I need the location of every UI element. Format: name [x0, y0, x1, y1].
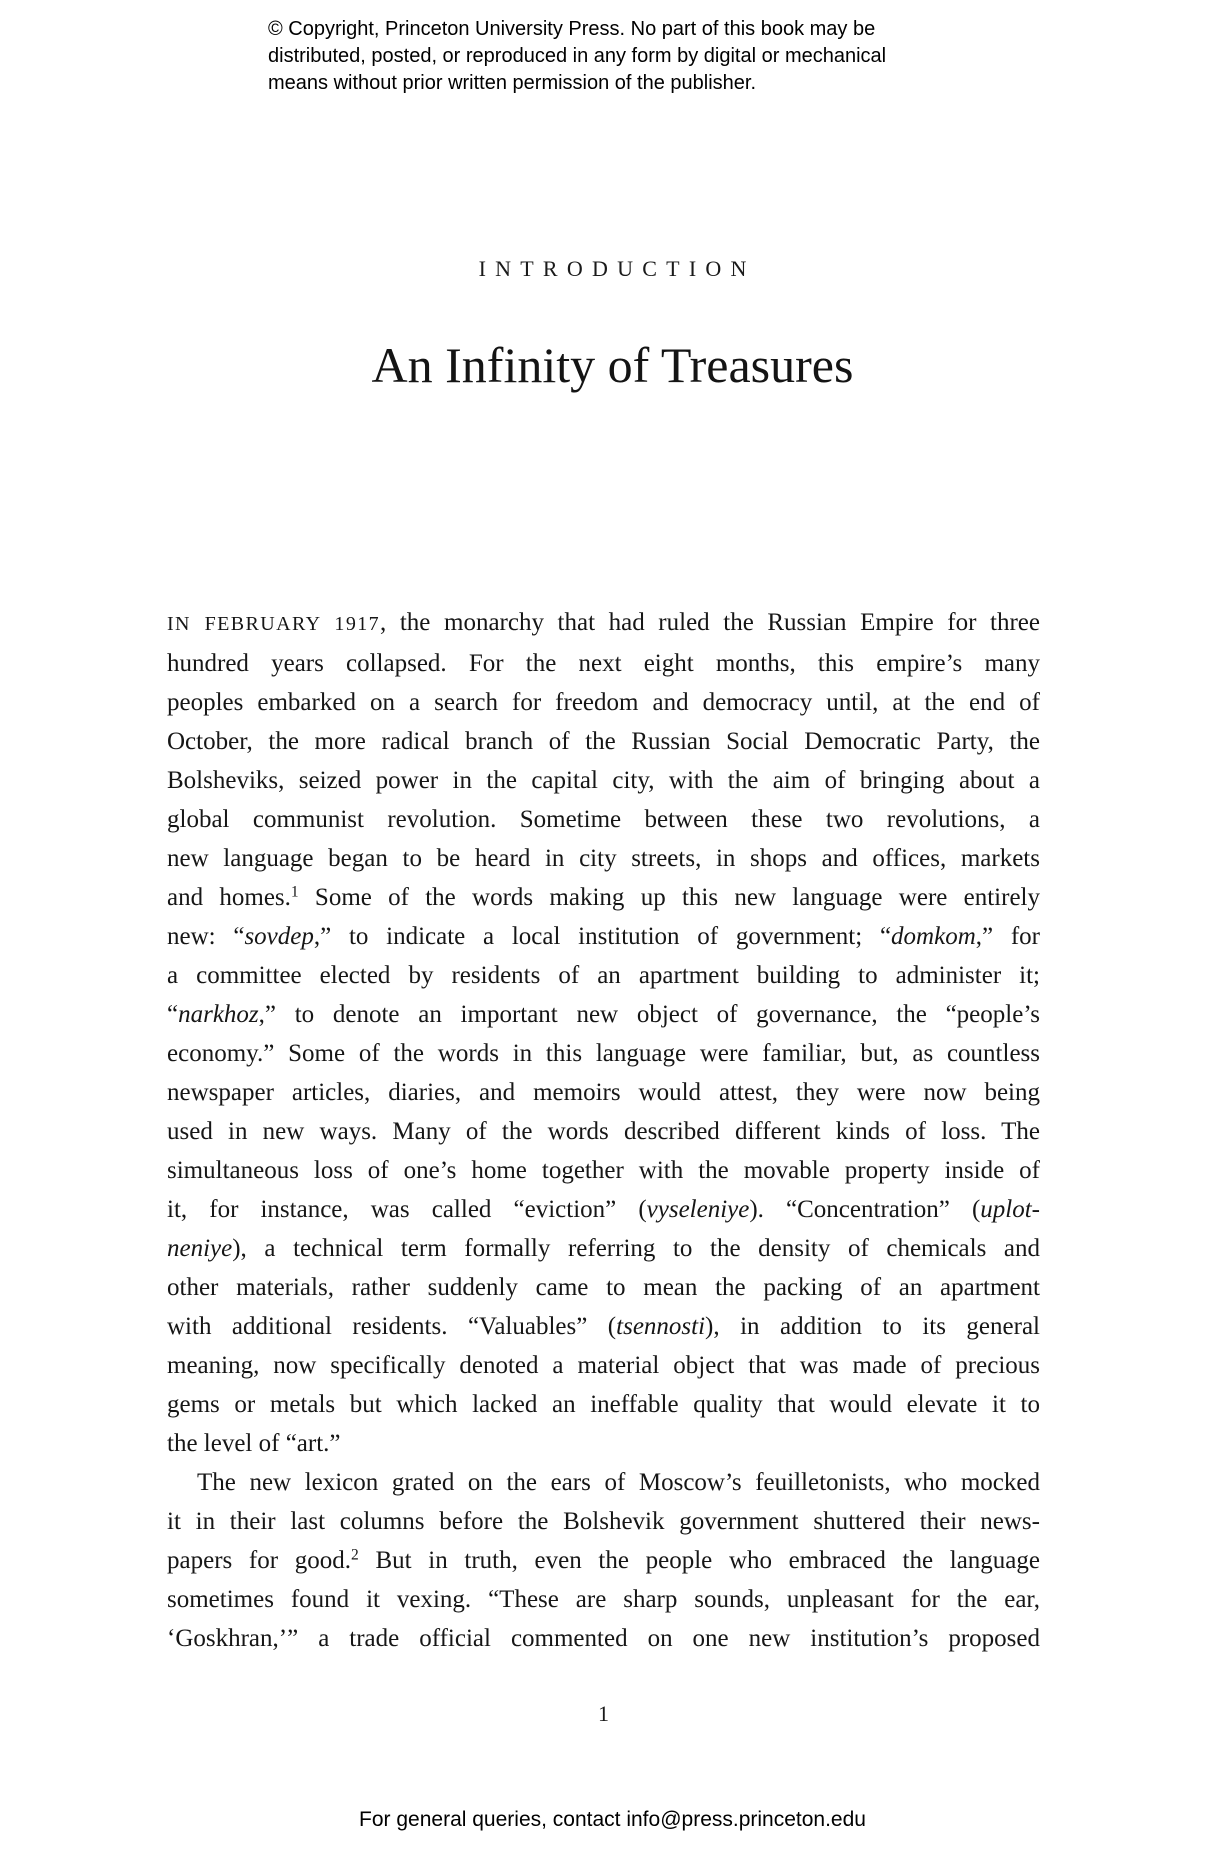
text-line [167, 1619, 1040, 1658]
text-line [167, 1151, 1040, 1190]
text-segment: simultaneous loss of one’s home together with the movable property inside of [167, 1157, 1040, 1184]
text-segment: ), a technical term formally referring to the density of chemicals and [232, 1235, 1040, 1262]
text-segment: ), in addition to its general [705, 1313, 1040, 1340]
text-line [167, 1307, 1040, 1346]
section-label: INTRODUCTION [478, 256, 756, 281]
text-line [167, 1073, 1040, 1112]
text-line [167, 683, 1040, 722]
footer-contact-line: For general queries, contact info@press.princeton.edu [359, 1808, 866, 1831]
text-line [167, 800, 1040, 839]
para-1 [167, 603, 1040, 1463]
text-segment: , the monarchy that had ruled the Russian Empire for three [380, 609, 1040, 636]
text-segment: But in truth, even the people who embraced the language [358, 1547, 1040, 1574]
text-segment: domkom [891, 923, 976, 950]
text-segment: used in new ways. Many of the words described different kinds of loss. The [167, 1118, 1040, 1145]
text-line [167, 1541, 1040, 1580]
text-segment: the level of “art.” [167, 1430, 341, 1457]
text-segment: it in their last columns before the Bolshevik government shuttered their news- [167, 1508, 1040, 1535]
text-segment: narkhoz [178, 1001, 259, 1028]
text-line [167, 644, 1040, 683]
text-segment: neniye [167, 1235, 233, 1262]
text-segment: “ [167, 1001, 179, 1028]
text-segment: ,” to indicate a local institution of government; “ [313, 923, 892, 950]
text-line [167, 995, 1040, 1034]
text-segment: new language began to be heard in city streets, in shops and offices, markets [167, 845, 1040, 872]
text-line [167, 1034, 1040, 1073]
text-segment: global communist revolution. Sometime between these two revolutions, a [167, 806, 1040, 833]
text-line [167, 1580, 1040, 1619]
text-segment: hundred years collapsed. For the next eight months, this empire’s many [167, 650, 1040, 677]
footnote-ref: 2 [351, 1546, 359, 1564]
text-segment: peoples embarked on a search for freedom and democracy until, at the end of [167, 689, 1040, 716]
text-segment: ,” for [975, 923, 1040, 950]
text-segment: ‘Goskhran,’” a trade official commented on one new institution’s proposed [167, 1625, 1040, 1652]
copyright-line: distributed, posted, or reproduced in any form by digital or mechanical [268, 45, 887, 67]
text-segment: Some of the words making up this new language were entirely [298, 884, 1040, 911]
text-line [167, 1463, 1040, 1502]
text-line [167, 722, 1040, 761]
text-segment: ). “Concentration” ( [749, 1196, 981, 1223]
text-line [167, 1229, 1040, 1268]
text-segment: it, for instance, was called “eviction” ( [167, 1196, 647, 1223]
text-line [167, 1190, 1040, 1229]
text-segment: a committee elected by residents of an apartment building to administer it; [167, 962, 1040, 989]
text-segment: other materials, rather suddenly came to mean the packing of an apartment [167, 1274, 1040, 1301]
text-line [167, 761, 1040, 800]
text-segment: economy.” Some of the words in this language were familiar, but, as countless [167, 1040, 1040, 1067]
text-segment: and homes. [167, 884, 291, 911]
text-segment: newspaper articles, diaries, and memoirs would attest, they were now being [167, 1079, 1040, 1106]
page-number: 1 [598, 1701, 609, 1726]
text-line [167, 1385, 1040, 1424]
text-segment: uplot- [980, 1196, 1040, 1223]
text-line [167, 1424, 1040, 1463]
text-segment: papers for good. [167, 1547, 352, 1574]
text-line [167, 1346, 1040, 1385]
text-line [167, 1268, 1040, 1307]
text-line [167, 1502, 1040, 1541]
text-line [167, 917, 1040, 956]
text-line [167, 878, 1040, 917]
text-segment: tsennosti [616, 1313, 706, 1340]
text-line [167, 956, 1040, 995]
text-segment: meaning, now specifically denoted a material object that was made of precious [167, 1352, 1040, 1379]
text-segment: gems or metals but which lacked an ineffable quality that would elevate it to [167, 1391, 1040, 1418]
copyright-line: © Copyright, Princeton University Press. No part of this book may be [268, 18, 876, 40]
copyright-notice [268, 16, 968, 97]
text-line [167, 603, 1040, 644]
text-segment: IN FEBRUARY 1917 [167, 613, 381, 635]
text-segment: October, the more radical branch of the Russian Social Democratic Party, the [167, 728, 1040, 755]
footnote-ref: 1 [290, 883, 299, 901]
copyright-line: means without prior written permission of the publisher. [268, 72, 757, 94]
para-2 [167, 1463, 1040, 1658]
chapter-title: An Infinity of Treasures [371, 337, 854, 393]
text-segment: ,” to denote an important new object of governance, the “people’s [258, 1001, 1040, 1028]
text-segment: new: “ [167, 923, 245, 950]
text-segment: sovdep [244, 923, 314, 950]
text-segment: sometimes found it vexing. “These are sharp sounds, unpleasant for the ear, [167, 1586, 1040, 1613]
text-segment: with additional residents. “Valuables” ( [167, 1313, 617, 1340]
body-text [167, 603, 1040, 1658]
text-line [167, 1112, 1040, 1151]
text-line [167, 839, 1040, 878]
text-segment: vyseleniye [646, 1196, 750, 1223]
text-segment: Bolsheviks, seized power in the capital city, with the aim of bringing about a [167, 767, 1040, 794]
text-segment: The new lexicon grated on the ears of Moscow’s feuilletonists, who mocked [197, 1469, 1040, 1496]
